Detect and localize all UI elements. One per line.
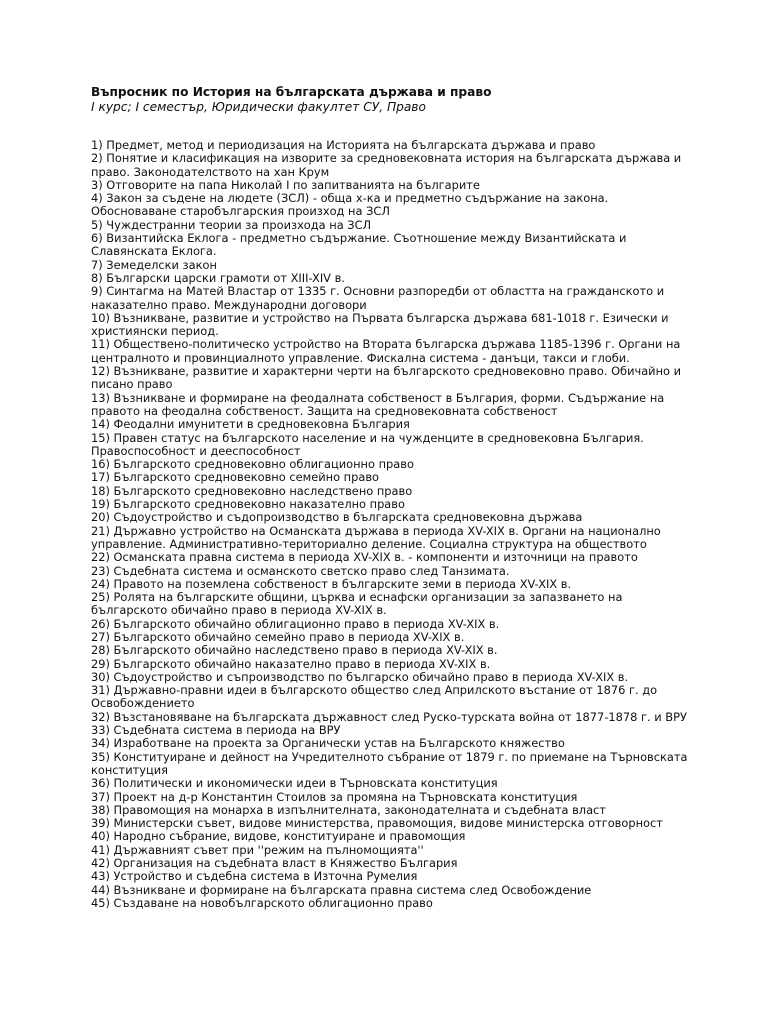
question-item: 8) Български царски грамоти от XIII-XIV в.	[91, 270, 345, 285]
question-item: 13) Възникване и формиране на феодалната собственост в България, форми. Съдържание на правото на феодална собственост. Защита на средновековната собственост	[91, 390, 665, 418]
question-item: 33) Съдебната система в периода на ВРУ	[91, 723, 341, 738]
question-item: 15) Правен статус на българското население и на чужденците в средновековна България. Правоспособност и дееспособност	[91, 430, 644, 458]
question-item: 6) Византийска Еклога - предметно съдържание. Съотношение между Византийската и Славянската Еклога.	[91, 231, 627, 259]
question-item: 44) Възникване и формиране на българската правна система след Освобождение	[91, 882, 592, 897]
question-item: 14) Феодални имунитети в средновековна България	[91, 417, 410, 432]
question-item: 31) Държавно-правни идеи в българското общество след Априлското въстание от 1876 г. до Освобождението	[91, 683, 658, 711]
question-item: 21) Държавно устройство на Османската държава в периода XV-XIX в. Органи на национално управление. Административно-териториално деление. Социална структура на обществото	[91, 523, 661, 551]
question-item: 10) Възникване, развитие и устройство на Първата българска държава 681-1018 г. Езически и християнски период.	[91, 310, 669, 339]
question-item: 17) Българското средновековно семейно право	[91, 470, 379, 485]
question-item: 34) Изработване на проекта за Органически устав на Българското княжество	[91, 736, 565, 751]
question-item: 24) Правото на поземлена собственост в българските земи в периода XV-XIX в.	[91, 576, 572, 591]
question-item: 3) Отговорите на папа Николай I по запитванията на българите	[91, 177, 480, 192]
question-item: 42) Организация на съдебната власт в Княжество България	[91, 856, 458, 871]
question-item: 19) Българското средновековно наказателно право	[91, 497, 405, 512]
question-item: 39) Министерски съвет, видове министерства, правомощия, видове министерска отговорност	[91, 816, 663, 831]
question-item: 29) Българското обичайно наказателно право в периода XV-XIX в.	[91, 656, 491, 671]
document-subtitle: I курс; I семестър, Юридически факултет СУ, Право	[91, 100, 426, 114]
question-item: 37) Проект на д-р Константин Стоилов за промяна на Търновската конституция	[91, 789, 578, 804]
question-item: 11) Обществено-политическо устройство на Втората българска държава 1185-1396 г. Органи на централното и провинциалното управление. Фискална система - данъци, такси и глоби.	[91, 337, 681, 365]
question-item: 41) Държавният съвет при ''режим на пълномощията''	[91, 842, 424, 857]
question-item: 16) Българското средновековно облигационно право	[91, 457, 414, 472]
question-item: 20) Съдоустройство и съдопроизводство в българската средновековна държава	[91, 510, 583, 525]
question-item: 40) Народно събрание, видове, конституиране и правомощия	[91, 829, 466, 844]
document-page	[91, 85, 691, 910]
question-item: 2) Понятие и класификация на изворите за средновековната история на българската държава и право. Законодателството на хан Крум	[91, 151, 682, 179]
question-item: 7) Земеделски закон	[91, 257, 217, 272]
question-item: 45) Създаване на новобългарското облигационно право	[91, 895, 433, 910]
question-item: 28) Българското обичайно наследствено право в периода XV-XIX в.	[91, 643, 498, 658]
question-item: 5) Чуждестранни теории за произхода на ЗСЛ	[91, 217, 372, 232]
question-item: 1) Предмет, метод и периодизация на Историята на българската държава и право	[91, 138, 596, 152]
question-item: 4) Закон за съдене на людете (ЗСЛ) - обща х-ка и предметно съдържание на закона. Обосноваване старобългарския произход на ЗСЛ	[91, 191, 609, 219]
question-item: 18) Българското средновековно наследствено право	[91, 483, 413, 498]
question-item: 22) Османската правна система в периода XV-XIX в. - компоненти и източници на правото	[91, 550, 638, 565]
question-item: 23) Съдебната система и османското светско право след Танзимата.	[91, 563, 510, 578]
question-item: 43) Устройство и съдебна система в Източна Румелия	[91, 869, 418, 884]
question-item: 27) Българското обичайно семейно право в периода XV-XIX в.	[91, 629, 465, 644]
document-title: Въпросник по История на българската държава и право	[91, 85, 492, 99]
question-item: 25) Ролята на българските общини, църква и еснафски организации за запазването на българското обичайно право в периода XV-XIX в.	[91, 590, 623, 618]
question-item: 38) Правомощия на монарха в изпълнителната, законодателната и съдебната власт	[91, 802, 606, 817]
question-item: 9) Синтагма на Матей Властар от 1335 г. Основни разпоредби от областта на гражданското и наказателно право. Международни договори	[91, 284, 665, 312]
question-item: 32) Възстановяване на българската държавност след Руско-турската война от 1877-1878 г. и ВРУ	[91, 709, 687, 724]
question-item: 30) Съдоустройство и съпроизводство по българско обичайно право в периода XV-XIX в.	[91, 669, 629, 684]
question-list	[91, 139, 691, 910]
question-item: 36) Политически и икономически идеи в Търновската конституция	[91, 776, 498, 791]
question-item: 26) Българското обичайно облигационно право в периода XV-XIX в.	[91, 616, 500, 631]
question-item: 35) Конституиране и дейност на Учредителното събрание от 1879 г. по приемане на Търновската конституция	[91, 749, 688, 777]
question-item: 12) Възникване, развитие и характерни черти на българското средновековно право. Обичайно и писано право	[91, 364, 682, 392]
